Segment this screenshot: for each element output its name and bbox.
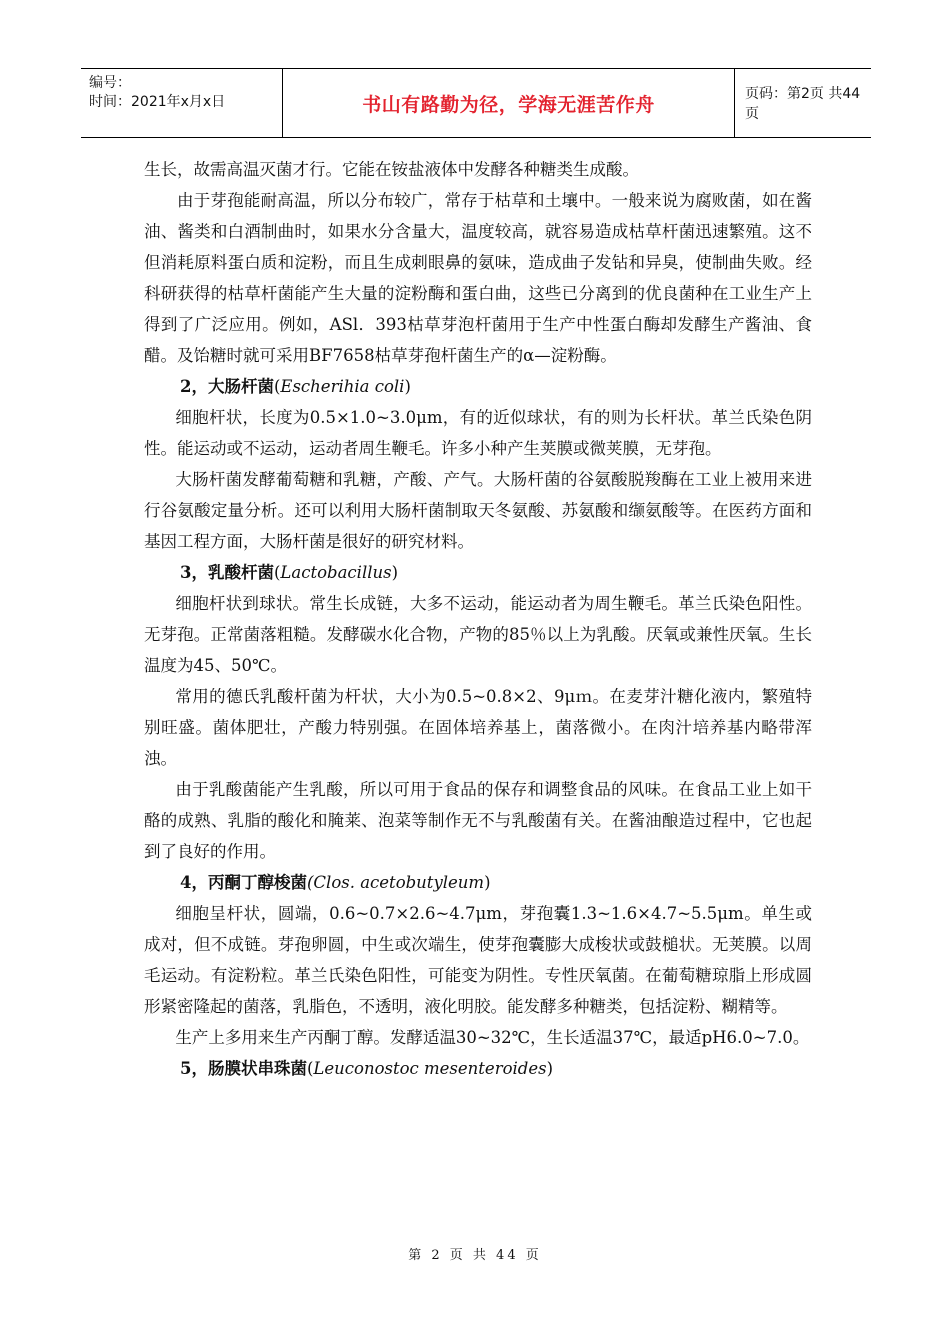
paragraph: 生产上多用来生产丙酮丁醇。发酵适温30~32℃，生长适温37℃，最适pH6.0~7.0。 [175,1028,810,1047]
section-heading-ecoli: 2，大肠杆菌(Escherihia coli) [180,377,411,396]
section-heading-lactobacillus: 3，乳酸杆菌(Lactobacillus) [180,563,399,582]
header-meta [81,69,283,137]
scientific-name: Leuconostoc mesenteroides [313,1059,547,1078]
paragraph: 由于芽孢能耐高温，所以分布较广，常存于枯草和土壤中。一般来说为腐败菌，如在酱油、酱类和白酒制曲时，如果水分含量大，温度较高，就容易造成枯草杆菌迅速繁殖。这不但消耗原料蛋白质和淀粉，而且生成刺眼鼻的氨味，造成曲子发钻和异臭，使制曲失败。经科研获得的枯草杆菌能产生大量的淀粉酶和蛋白曲，这些已分离到的优良菌种在工业生产上得到了广泛应用。例如，ASl．393枯草芽泡杆菌用于生产中性蛋白酶却发酵生产酱油、食醋。及饴糖时就可采用BF7658枯草芽孢杆菌生产的α—淀粉酶。 [144,191,812,365]
section-heading-title: 2，大肠杆菌 [180,377,274,396]
header-page-info: 页码：第2页 共44页 [745,86,861,122]
section-heading-leuconostoc: 5，肠膜状串珠菌(Leuconostoc mesenteroides) [180,1059,554,1078]
document-time-label: 时间：2021年x月x日 [89,94,226,110]
scientific-name: (Clos. acetobutyleum [306,873,485,892]
paragraph: 生长，故需高温灭菌才行。它能在铵盐液体中发酵各种糖类生成酸。 [144,160,639,179]
section-heading-clostridium: 4，丙酮丁醇梭菌(Clos. acetobutyleum) [180,873,491,892]
paragraph: 细胞呈杆状，圆端，0.6~0.7×2.6~4.7μm，芽孢囊1.3~1.6×4.7~5.5μm。单生或成对，但不成链。芽孢卵圆，中生或次端生，使芽孢囊膨大成梭状或鼓槌状。无荚膜。以周毛运动。有淀粉粒。革兰氏染色阳性，可能变为阴性。专性厌氧菌。在葡萄糖琼脂上形成圆形紧密隆起的菌落，乳脂色，不透明，液化明胶。能发酵多种糖类，包括淀粉、糊精等。 [144,904,812,1016]
paragraph: 大肠杆菌发酵葡萄糖和乳糖，产酸、产气。大肠杆菌的谷氨酸脱羧酶在工业上被用来进行谷氨酸定量分析。还可以利用大肠杆菌制取天冬氨酸、苏氨酸和缬氨酸等。在医药方面和基因工程方面，大肠杆菌是很好的研究材料。 [144,470,812,551]
document-body [144,154,812,1084]
paragraph: 细胞杆状到球状。常生长成链，大多不运动，能运动者为周生鞭毛。革兰氏染色阳性。无芽孢。正常菌落粗糙。发酵碳水化合物，产物的85％以上为乳酸。厌氧或兼性厌氧。生长温度为45、50℃。 [144,594,812,675]
section-heading-title: 5，肠膜状串珠菌 [180,1059,307,1078]
paragraph: 由于乳酸菌能产生乳酸，所以可用于食品的保存和调整食品的风味。在食品工业上如干酪的成熟、乳脂的酸化和腌莱、泡菜等制作无不与乳酸菌有关。在酱油酿造过程中，它也起到了良好的作用。 [144,780,812,861]
scientific-name: Lactobacillus [280,563,392,582]
page-footer: 第 2 页 共 44 页 [408,1248,542,1263]
paragraph: 细胞杆状，长度为0.5×1.0~3.0μm，有的近似球状，有的则为长杆状。革兰氏染色阴性。能运动或不运动，运动者周生鞭毛。许多小种产生荚膜或微荚膜，无芽孢。 [144,408,812,458]
paragraph: 常用的德氏乳酸杆菌为杆状，大小为0.5~0.8×2、9μｍ。在麦芽汁糖化液内，繁殖特别旺盛。菌体肥壮，产酸力特别强。在固体培养基上，菌落微小。在肉汁培养基内略带浑浊。 [144,687,812,768]
page-header [81,68,871,138]
scientific-name: Escherihia coli [280,377,405,396]
section-heading-title: 3，乳酸杆菌 [180,563,274,582]
header-motto: 书山有路勤为径，学海无涯苦作舟 [362,93,655,116]
document-number-label: 编号： [89,75,131,91]
header-motto-cell [283,69,735,137]
section-heading-title: 4，丙酮丁醇梭菌 [180,873,307,892]
